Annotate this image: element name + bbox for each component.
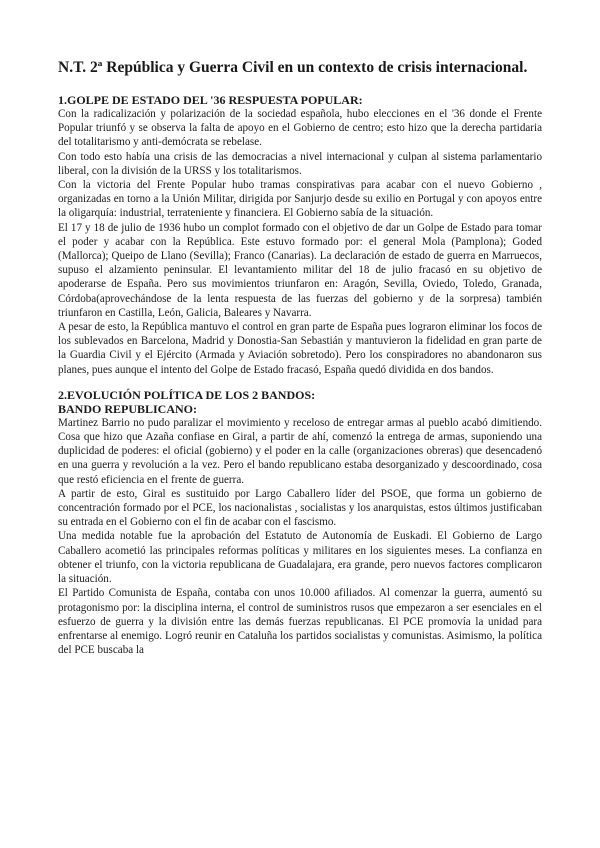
paragraph: A pesar de esto, la República mantuvo el control en gran parte de España pues lograron eliminar los focos de los sublevados en Barcelona, Madrid y Donostia-San Sebastián y mantuvieron la fidelidad en gran parte de la Guardia Civil y el Ejército (Armada y Aviación sobretodo). Pero los conspiradores no abandonaron sus planes, pues aunque el intento del Golpe de Estado fracasó, España quedó dividida en dos bandos. [58,321,542,376]
paragraph: Martinez Barrio no pudo paralizar el movimiento y receloso de entregar armas al pueblo acabó dimitiendo. Cosa que hizo que Azaña confiase en Giral, a partir de ahí, comenzó la entrega de armas, suponiendo una duplicidad de poderes: el oficial (gobierno) y el poder en la calle (organizaciones obreras) que desencadenó en una guerra y revolución a la vez. Pero el bando republicano estaba desorganizado y descoordinado, cosa que restó eficiencia en el frente de guerra. [58,416,542,486]
section-1-heading: 1.GOLPE DE ESTADO DEL '36 RESPUESTA POPULAR: [58,93,363,107]
paragraph: El Partido Comunista de España, contaba con unos 10.000 afiliados. Al comenzar la guerra, aumentó su protagonismo por: la disciplina interna, el control de suministros rusos que empezaron a ser esenciales en el esfuerzo de guerra y la división entre las demás fuerzas republicanas. El PCE promovía la unidad para enfrentarse al enemigo. Logró reunir en Cataluña los partidos socialistas y comunistas. Asimismo, la política del PCE buscaba la [58,587,542,657]
document-title: N.T. 2ª República y Guerra Civil en un contexto de crisis internacional. [58,59,528,76]
section-golpe-de-estado [58,93,542,377]
paragraph: A partir de esto, Giral es sustituido por Largo Caballero líder del PSOE, que forma un gobierno de concentración formado por el PCE, los nacionalistas , socialistas y los anarquistas, estos últimos justificaban su entrada en el Gobierno con el fin de acabar con el fascismo. [58,487,542,529]
section-spacer [58,377,542,388]
paragraph: El 17 y 18 de julio de 1936 hubo un complot formado con el objetivo de dar un Golpe de Estado para tomar el poder y acabar con la República. Este estuvo formado por: el general Mola (Pamplona); Goded (Mallorca); Queipo de Llano (Sevilla); Franco (Canarias). La declaración de estado de guerra en Marruecos, supuso el alzamiento peninsular. El levantamiento militar del 18 de julio fracasó en su objetivo de apoderarse de España. Pero sus movimientos triunfaron en: Aragón, Sevilla, Oviedo, Toledo, Granada, Córdoba(aprovechándose de la lenta respuesta de las fuerzas del gobierno y de la sorpresa) también triunfaron en Castilla, León, Galicia, Baleares y Navarra. [58,221,542,319]
paragraph: Una medida notable fue la aprobación del Estatuto de Autonomía de Euskadi. El Gobierno de Largo Caballero acometió las principales reformas políticas y militares en los siguientes meses. La confianza en obtener el triunfo, con la victoria republicana de Guadalajara, era grande, pero nuevos factores complicaron la situación. [58,530,542,586]
paragraph: Con todo esto había una crisis de las democracias a nivel internacional y culpan al sistema parlamentario liberal, con la división de la URSS y los totalitarismos. [58,150,542,177]
section-2-heading: 2.EVOLUCIÓN POLÍTICA DE LOS 2 BANDOS: [58,387,316,402]
paragraph: Con la victoria del Frente Popular hubo tramas conspirativas para acabar con el nuevo Gobierno , organizadas en torno a la Unión Militar, dirigida por Sanjurjo desde su exilio en Portugal y con apoyos entre la oligarquía: industrial, terrateniente y financiera. El Gobierno sabía de la situación. [58,179,542,220]
section-2-subheading: BANDO REPUBLICANO: [58,401,198,416]
section-evolucion-politica [58,388,542,657]
paragraph: Con la radicalización y polarización de la sociedad española, hubo elecciones en el '36 donde el Frente Popular triunfó y se observa la falta de apoyo en el Gobierno de centro; esto hizo que la derecha partidaria del totalitarismo y anti-demócrata se rebelase. [58,108,542,149]
